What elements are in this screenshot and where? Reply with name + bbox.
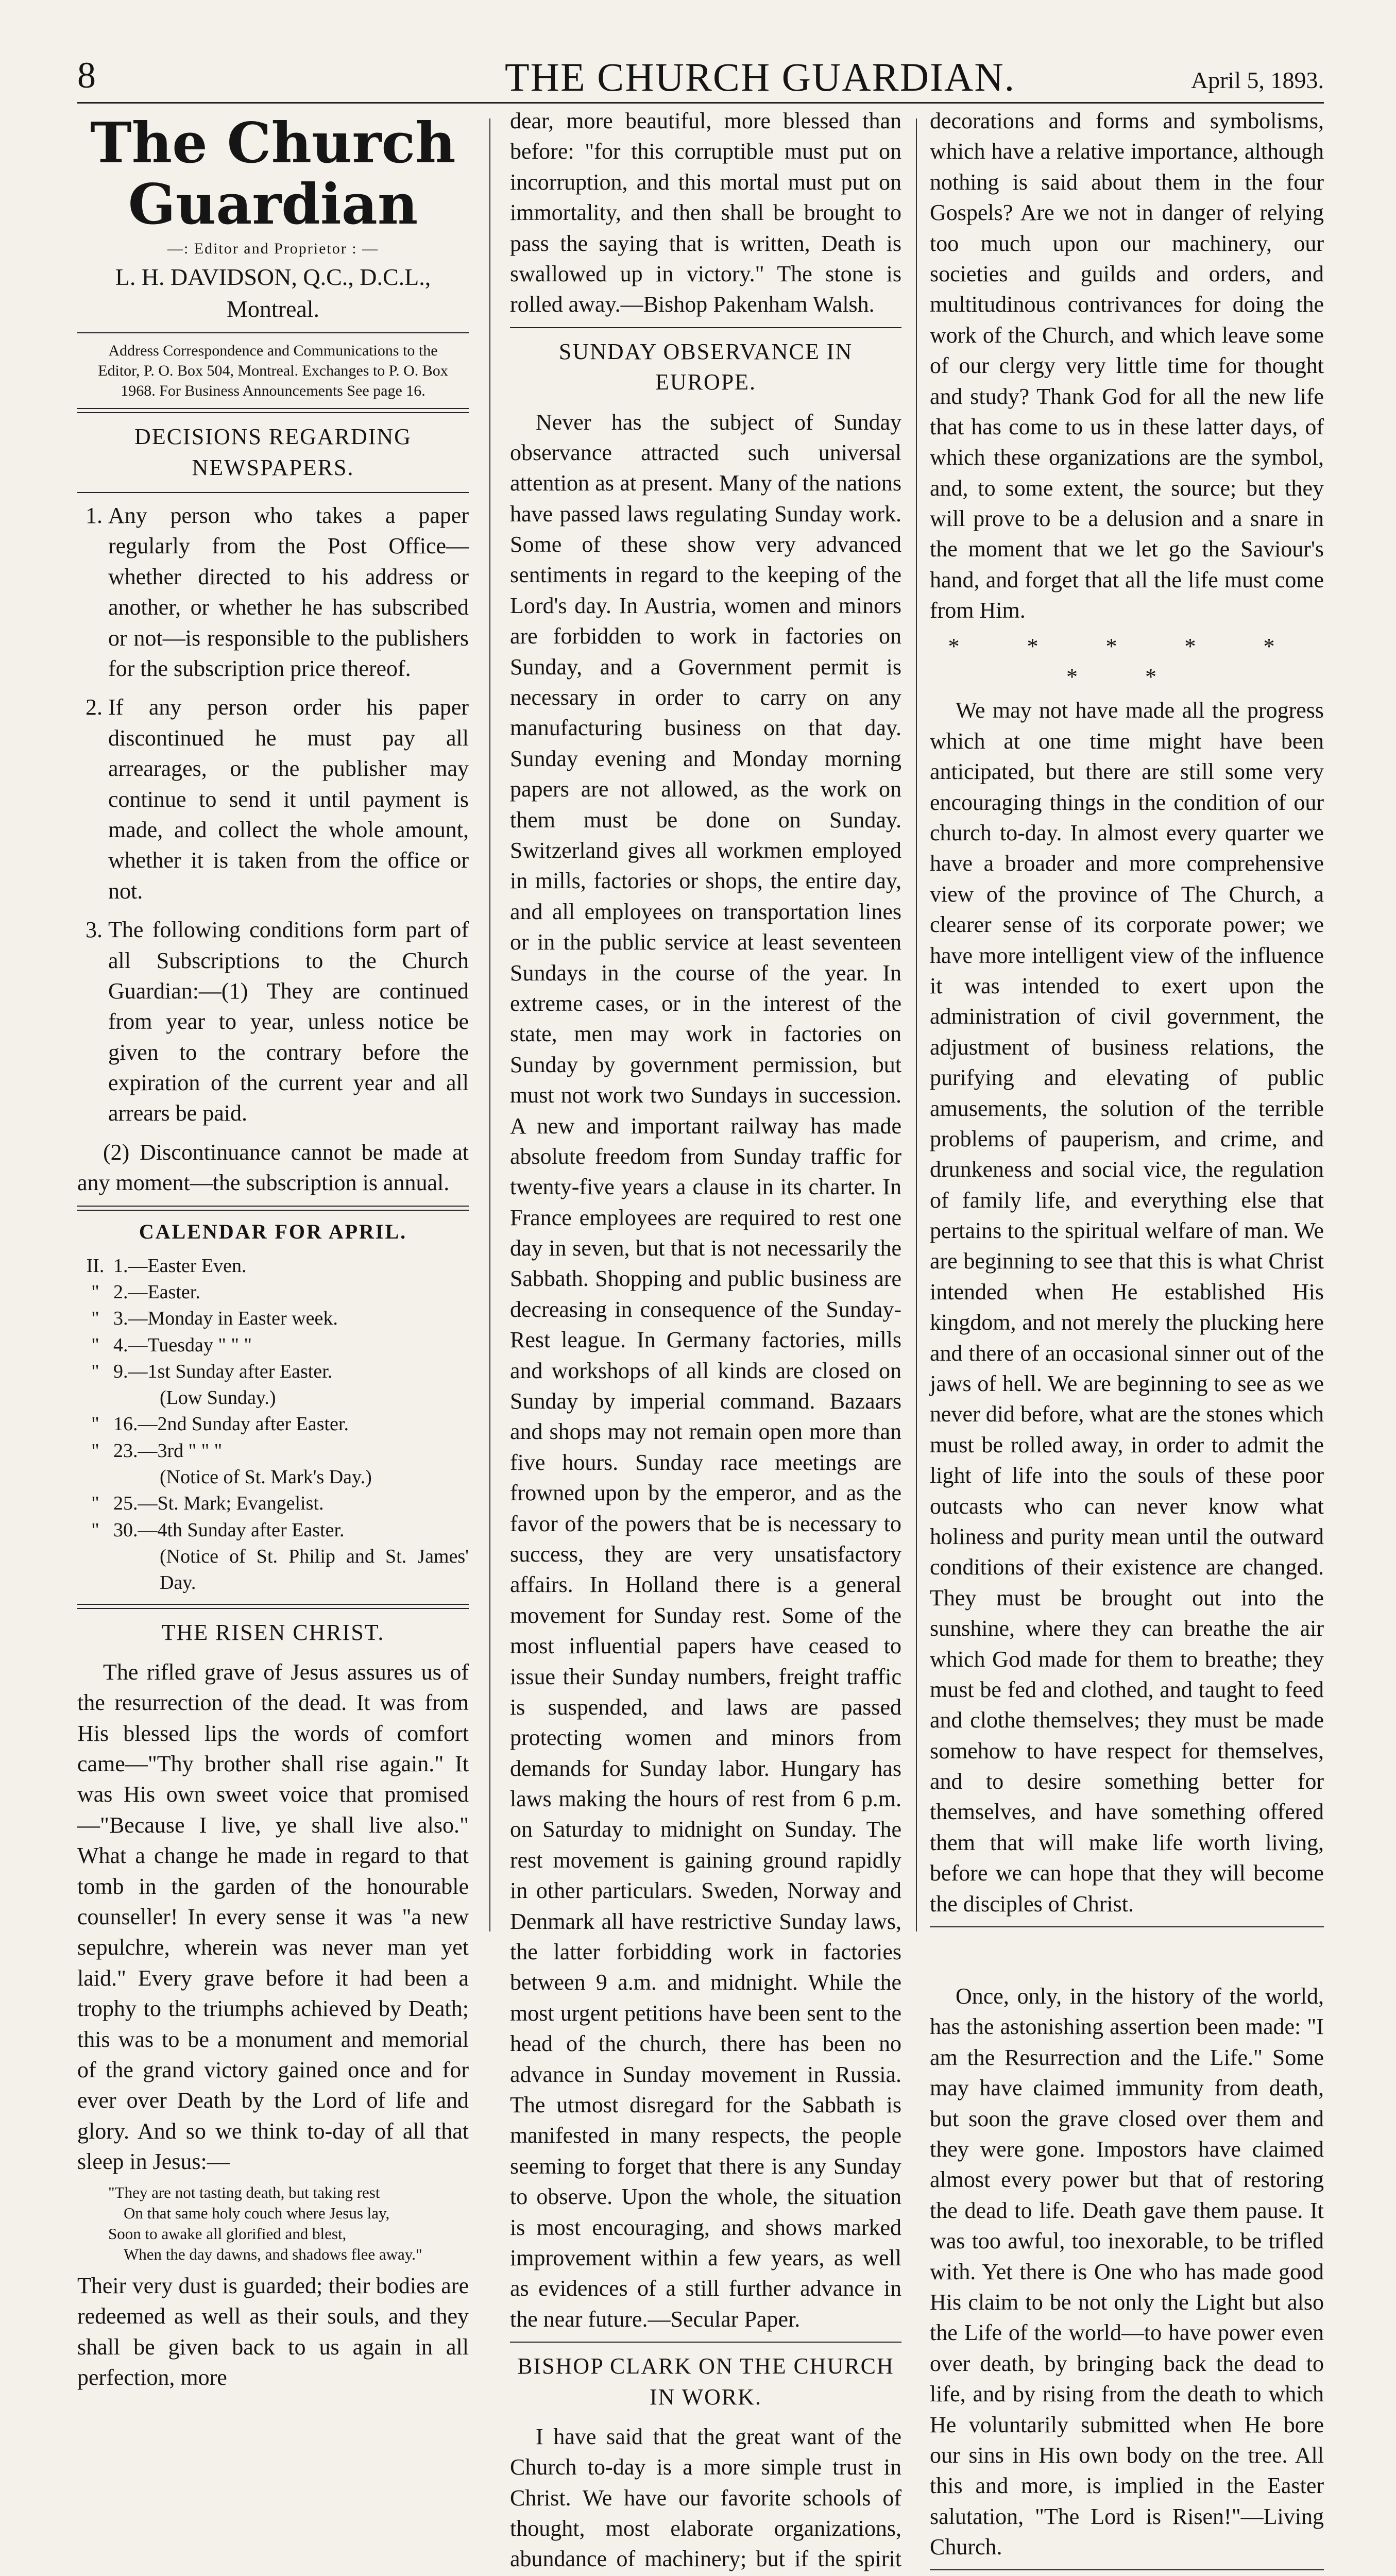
editor-name: L. H. DAVIDSON, Q.C., D.C.L., Montreal. [115,264,431,323]
list-item: 2. If any person order his paper discontinued he must pay all arrearages, or the publisher may continue to send it until payment is made, and collect the whole amount, whether it is taken from the office or not. [108,692,469,906]
risen-christ-paragraph: The rifled grave of Jesus assures us of the resurrection of the dead. It was from His blessed lips the words of comfort came—"Thy brother shall rise again." It was His own sweet voice that promised—"Because I live, ye shall live also." What a change he made in regard to that tomb in the garden of the honourable counseller! In every sense it was "a new sepulchre, wherein was never man yet laid." Every grave before it had been a trophy to the triumphs achieved by Death; this was to be a monument and memorial of the grand victory gained once and for ever over Death by the Lord of life and glory. And so we think to-day of all that sleep in Jesus:— [77,1659,469,2175]
page-number: 8 [77,55,96,96]
list-item: 3. The following conditions form part of all Subscriptions to the Church Guardian:—(1) They are continued from year to year, unless notice be given to the contrary before the expiration of the current year and all arrears be paid. [108,914,469,1129]
divider [77,1604,469,1609]
editor-label: —: Editor and Proprietor : — [167,240,379,257]
divider [77,332,469,333]
divider [510,2342,901,2343]
column-divider [916,118,917,1931]
calendar-item: " 25.—St. Mark; Evangelist. [91,1493,324,1515]
calendar-item: II. 1.—Easter Even. [86,1255,247,1277]
decisions-heading: DECISIONS REGARDING NEWSPAPERS. [134,424,412,480]
risen-christ-heading: THE RISEN CHRIST. [161,1619,385,1645]
section-stars: * * * * * * * [948,633,1306,690]
calendar-item: " 30.—4th Sunday after Easter. [91,1519,345,1541]
poem-quote [108,2182,458,2265]
column-divider [489,118,490,1931]
calendar-item: " 23.—3rd " " " [91,1439,223,1462]
nameplate: The Church Guardian [90,111,456,237]
divider [77,1206,469,1211]
poem-line: Soon to awake all glorified and blest, [108,2225,347,2243]
calendar-item: " 16.—2nd Sunday after Easter. [91,1413,349,1435]
divider [930,2569,1324,2570]
bishop-clark-continuation: decorations and forms and symbolisms, which have a relative importance, although nothing is said about them in the four Gospels? Are we not in danger of relying too much upon our machinery, our societies and guilds and orders, and multitudinous contrivances for doing the work of the Church, and which leave some of our clergy very little time for thought and study? Thank God for all the new life that has come to us in these latter days, of which these organizations are the symbol, and, to some extent, the source; but they will prove to be a delusion and a snare in the moment that we let go the Saviour's hand, and forget that all the life must come from Him. [930,108,1324,623]
divider [77,492,469,493]
risen-christ-continuation: dear, more beautiful, more blessed than before: "for this corruptible must put on incorruption, and this mortal must put on immortality, and then shall be brought to pass the saying that is written, Death is swallowed up in victory." The stone is rolled away.—Bishop Pakenham Walsh. [510,108,901,317]
calendar-item: (Low Sunday.) [160,1387,276,1409]
calendar-item: (Notice of St. Mark's Day.) [160,1466,372,1488]
calendar-list [77,1253,469,1597]
decisions-list [77,500,469,1129]
column-3 [930,106,1324,2560]
poem-line: When the day dawns, and shadows flee away." [124,2245,422,2264]
calendar-item: " 2.—Easter. [91,1281,200,1303]
calendar-heading: CALENDAR FOR APRIL. [139,1219,407,1243]
masthead: THE CHURCH GUARDIAN. [505,55,1016,99]
risen-christ-paragraph-2: Their very dust is guarded; their bodies are redeemed as well as their souls, and they shall be given back to us again in all perfection, more [77,2273,469,2390]
column-2 [510,106,901,2572]
sunday-observance-heading: SUNDAY OBSERVANCE IN EUROPE. [558,338,853,395]
column-1 [77,106,469,2390]
decisions-note: (2) Discontinuance cannot be made at any moment—the subscription is annual. [77,1139,469,1196]
poem-line: "They are not tasting death, but taking rest [108,2183,380,2201]
divider [930,1926,1324,1927]
calendar-item: (Notice of St. Philip and St. James' Day. [160,1545,469,1594]
address-notice: Address Correspondence and Communications to the Editor, P. O. Box 504, Montreal. Exchanges to P. O. Box 1968. For Business Announcements See page 16. [98,342,448,400]
bishop-clark-body: I have said that the great want of the Church to-day is a more simple trust in Christ. We have our favorite schools of thought, most elaborate organizations, abundance of machinery; but if the spirit [510,2424,901,2572]
progress-paragraph: We may not have made all the progress which at one time might have been anticipated, but there are still some very encouraging things in the condition of our church to-day. In almost every quarter we have a broader and more comprehensive view of the province of The Church, a clearer sense of its corporate power; we have more intelligent view of the influence it was intended to exert upon the administration of civil government, the adjustment of business relations, the purifying and elevating of public amusements, the solution of the terrible problems of pauperism, and crime, and drunkeness and social vice, the regulation of family life, and everything else that pertains to the spiritual welfare of man. We are beginning to see that this is what Christ intended when He established His kingdom, and not merely the plucking here and there of an occasional sinner out of the jaws of hell. We are beginning to see as we never did before, what are the stones which must be rolled away, in order to admit the light of life into the souls of these poor outcasts who can never know what holiness and purity mean until the outward conditions of their existence are changed. They must be brought out into the sunshine, where they can breathe the air which God made for them to breathe; they must be fed and clothed, and taught to feed and clothe themselves; they must be made somehow to have respect for themselves, and to desire something better for themselves, and have something offered them that will make life worth living, before we can hope that they will become the disciples of Christ. [930,698,1324,1917]
divider [510,327,901,328]
divider [77,408,469,413]
sunday-observance-body: Never has the subject of Sunday observance attracted such universal attention as at present. Many of the nations have passed laws regulating Sunday work. Some of these show very advanced sentiments in regard to the keeping of the Lord's day. In Austria, women and minors are forbidden to work in factories on Sunday, and a Government permit is necessary in order to carry on any manufacturing business on that day. Sunday evening and Monday morning papers are not allowed, as the work on them must be done on Sunday. Switzerland gives all workmen employed in mills, factories or shops, the entire day, and all employees on transportation lines or in the public service at least seventeen Sundays in the course of the year. In extreme cases, or in the interest of the state, men may work in factories on Sunday by government permission, but must not work two Sundays in succession. A new and important railway has made absolute freedom from Sunday traffic for twenty-five years a clause in its charter. In France employees are required to rest one day in seven, but that is not necessarily the Sabbath. Shopping and public business are decreasing in consequence of the Sunday-Rest league. In Germany factories, mills and workshops of all kinds are closed on Sunday by imperial command. Bazaars and shops may not remain open more than five hours. Sunday race meetings are frowned upon by the emperor, and as the favor of the powers that be is necessary to success, they are very unsatisfactory affairs. In Holland there is a general movement for Sunday rest. Some of the most influential papers have ceased to issue their Sunday numbers, freight traffic is suspended, and laws are passed protecting women and minors from demands for Sunday labor. Hungary has laws making the hours of rest from 6 p.m. on Saturday to midnight on Sunday. The rest movement is gaining ground rapidly in other particulars. Sweden, Norway and Denmark all have restrictive Sunday laws, the latter forbidding work in factories between 9 a.m. and midnight. While the most urgent petitions have been sent to the head of the church, there has been no advance in Sunday movement in Russia. The utmost disregard for the Sabbath is manifested in many respects, the people seeming to forget that there is any Sunday to observe. Upon the whole, the situation is most encouraging, and shows marked improvement within a few years, as well as evidences of a still further advance in the near future.—Secular Paper. [510,409,901,2332]
calendar-item: " 4.—Tuesday " " " [91,1334,252,1356]
calendar-item: " 9.—1st Sunday after Easter. [91,1360,333,1382]
issue-date: April 5, 1893. [1190,67,1324,93]
calendar-item: " 3.—Monday in Easter week. [91,1308,338,1330]
header-rule [77,102,1324,104]
resurrection-paragraph: Once, only, in the history of the world, has the astonishing assertion been made: "I am the Resurrection and the Life." Some may have claimed immunity from death, but soon the grave closed over them and they were gone. Impostors have claimed almost every power but that of restoring the dead to life. Death gave them pause. It was too awful, too inexorable, to be trifled with. Yet there is One who has made good His claim to be not only the Light but also the Life of the world—to have power even over death, by bringing back the dead to life, and by rising from the death to which He voluntarily submitted when He bore our sins in His own body on the tree. All this and more, is implied in the Easter salutation, "The Lord is Risen!"—Living Church. [930,1984,1324,2560]
poem-line: On that same holy couch where Jesus lay, [124,2204,390,2222]
list-item: 1. Any person who takes a paper regularly from the Post Office—whether directed to his address or another, or whether he has subscribed or not—is responsible to the publishers for the subscription price thereof. [108,500,469,684]
bishop-clark-heading: BISHOP CLARK ON THE CHURCH IN WORK. [517,2353,894,2410]
